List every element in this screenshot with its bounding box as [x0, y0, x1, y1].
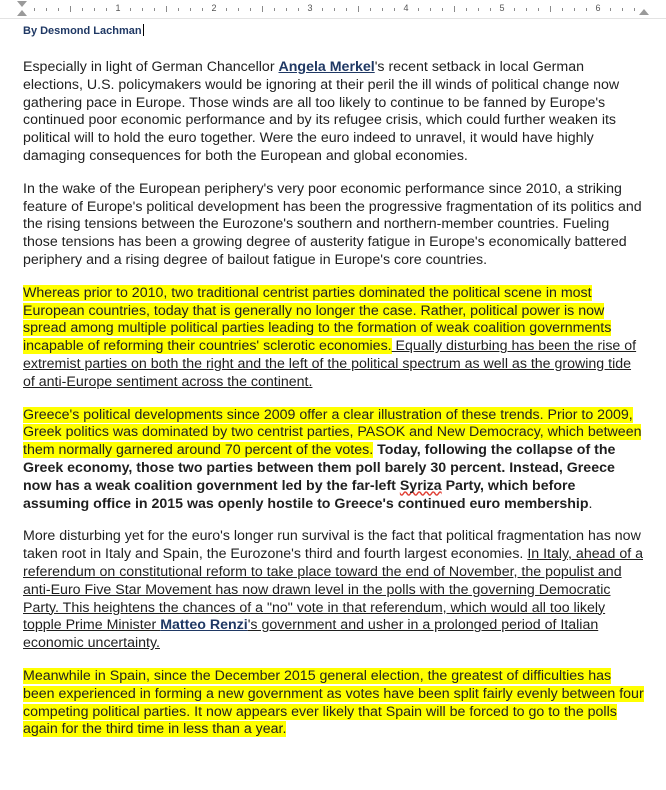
- ruler-tick: [490, 8, 491, 11]
- ruler-tick: [634, 8, 635, 11]
- p6-highlighted-text: Meanwhile in Spain, since the December 2015 general election, the greatest of difficulties has been experienced in forming a new government as votes have been split fairly evenly between four competing political parties. It now appears ever likely that Spain will be forced to go to the polls again for the third time in less than a year.: [23, 667, 644, 738]
- ruler-tick: [562, 8, 563, 11]
- ruler-tick: [274, 8, 275, 11]
- ruler-tick: [586, 8, 587, 11]
- ruler-tick: [130, 8, 131, 11]
- ruler-tick: [538, 8, 539, 11]
- p5-underlined-text-a: In Italy, ahead of a referendum on constitutional reform to take place toward the end of November, the populist and anti-Euro Five Star Movement has now drawn level in the polls with the governing Democratic Party. This heightens the chances of a "no" vote in that referendum, which would all too likely topple Prime Minister: [23, 546, 643, 634]
- ruler-tick: [322, 8, 323, 11]
- p3-underlined-text: Equally disturbing has been the rise of extremist parties on both the right and the left of the political spectrum as well as the growing tide of anti-Europe sentiment across the continent.: [23, 338, 637, 390]
- ruler-tick: [358, 6, 359, 12]
- ruler-tick: [70, 6, 71, 12]
- ruler-tick: [622, 8, 623, 11]
- ruler-label: 2: [211, 3, 217, 13]
- p1-text-b: 's recent setback in local German elections, U.S. policymakers would be ignoring at their peril the ill winds of political change now gathering pace in Europe. Those winds are all too likely to continue to be fanned by Europe's continued poor economic performance and by its refugee crisis, which could further weaken its political will to hold the euro together. Were the euro indeed to unravel, it would have highly damaging consequences for both the European and global economies.: [23, 59, 620, 164]
- ruler-tick: [298, 8, 299, 11]
- p4-end: .: [588, 495, 593, 512]
- p1-text-a: Especially in light of German Chancellor: [23, 59, 279, 75]
- ruler-label: 3: [307, 3, 313, 13]
- ruler-tick: [418, 8, 419, 11]
- p2-text: In the wake of the European periphery's very poor economic performance since 2010, a striking feature of Europe's political development has been the progressive fragmentation of its politics and the rising tensions between the Eurozone's southern and northern-member countries. Fueling those tensions has been a growing degree of austerity fatigue in Europe's economically battered periphery and a rising degree of bailout fatigue in Europe's core countries.: [23, 180, 642, 268]
- ruler-track: [22, 3, 644, 13]
- ruler-tick: [286, 8, 287, 11]
- ruler-tick: [166, 6, 167, 12]
- ruler-tick: [238, 8, 239, 11]
- paragraph-3: [23, 285, 645, 392]
- p5-text-a: More disturbing yet for the euro's longer run survival is the fact that political fragmentation has now taken root in Italy and Spain, the Eurozone's third and fourth largest economies.: [23, 528, 641, 563]
- byline: [23, 24, 645, 37]
- ruler-tick: [190, 8, 191, 11]
- p4-misspelled-word[interactable]: Syriza: [399, 477, 442, 494]
- paragraph-2: [23, 181, 645, 270]
- ruler-tick: [526, 8, 527, 11]
- paragraph-1: [23, 59, 645, 166]
- paragraph-4: [23, 407, 645, 514]
- matteo-renzi-link[interactable]: Matteo Renzi: [160, 617, 248, 634]
- p5-underlined-text-b: 's government and usher in a prolonged period of Italian economic uncertainty.: [23, 617, 599, 652]
- p4-highlighted-text: Greece's political developments since 2009 offer a clear illustration of these trends. Prior to 2009, Greek politics was dominated by two centrist parties, PASOK and New Democracy, which between them normally garnered around 70 percent of the votes.: [23, 406, 642, 459]
- ruler-tick: [478, 8, 479, 11]
- angela-merkel-link[interactable]: Angela Merkel: [278, 59, 375, 75]
- ruler-tick: [46, 8, 47, 11]
- horizontal-ruler[interactable]: [0, 0, 666, 19]
- document-page[interactable]: [23, 24, 645, 754]
- ruler-tick: [454, 6, 455, 12]
- ruler-tick: [142, 8, 143, 11]
- byline-text: By Desmond Lachman: [23, 25, 142, 37]
- ruler-tick: [178, 8, 179, 11]
- ruler-tick: [202, 8, 203, 11]
- ruler-tick: [106, 8, 107, 11]
- ruler-tick: [394, 8, 395, 11]
- ruler-tick: [154, 8, 155, 11]
- ruler-label: 1: [115, 3, 121, 13]
- text-cursor: [143, 24, 144, 36]
- ruler-tick: [466, 8, 467, 11]
- paragraph-6: [23, 668, 645, 739]
- ruler-tick: [382, 8, 383, 11]
- ruler-tick: [550, 6, 551, 12]
- ruler-tick: [262, 6, 263, 12]
- p4-bold-text-b: Party, which before assuming office in 2015 was openly hostile to Greece's continued euro membership: [23, 477, 589, 512]
- paragraph-5: [23, 528, 645, 653]
- ruler-tick: [514, 8, 515, 11]
- ruler-tick: [430, 8, 431, 11]
- ruler-tick: [250, 8, 251, 11]
- ruler-label: 6: [595, 3, 601, 13]
- ruler-tick: [82, 8, 83, 11]
- ruler-tick: [346, 8, 347, 11]
- ruler-tick: [226, 8, 227, 11]
- p4-bold-text-a: Today, following the collapse of the Greek economy, those two parties between them poll barely 30 percent. Instead, Greece now has a weak coalition government led by the far-left: [23, 442, 616, 494]
- p3-highlighted-text: Whereas prior to 2010, two traditional centrist parties dominated the political scene in most European countries, today that is generally no longer the case. Rather, political power is now spread among multiple political parties leading to the formation of weak coalition governments incapable of reforming their countries' sclerotic economies.: [23, 284, 612, 355]
- ruler-label: 4: [403, 3, 409, 13]
- ruler-tick: [442, 8, 443, 11]
- ruler-tick: [574, 8, 575, 11]
- ruler-tick: [610, 8, 611, 11]
- ruler-tick: [58, 8, 59, 11]
- ruler-tick: [370, 8, 371, 11]
- ruler-label: 5: [499, 3, 505, 13]
- ruler-tick: [334, 8, 335, 11]
- ruler-tick: [94, 8, 95, 11]
- ruler-tick: [34, 8, 35, 11]
